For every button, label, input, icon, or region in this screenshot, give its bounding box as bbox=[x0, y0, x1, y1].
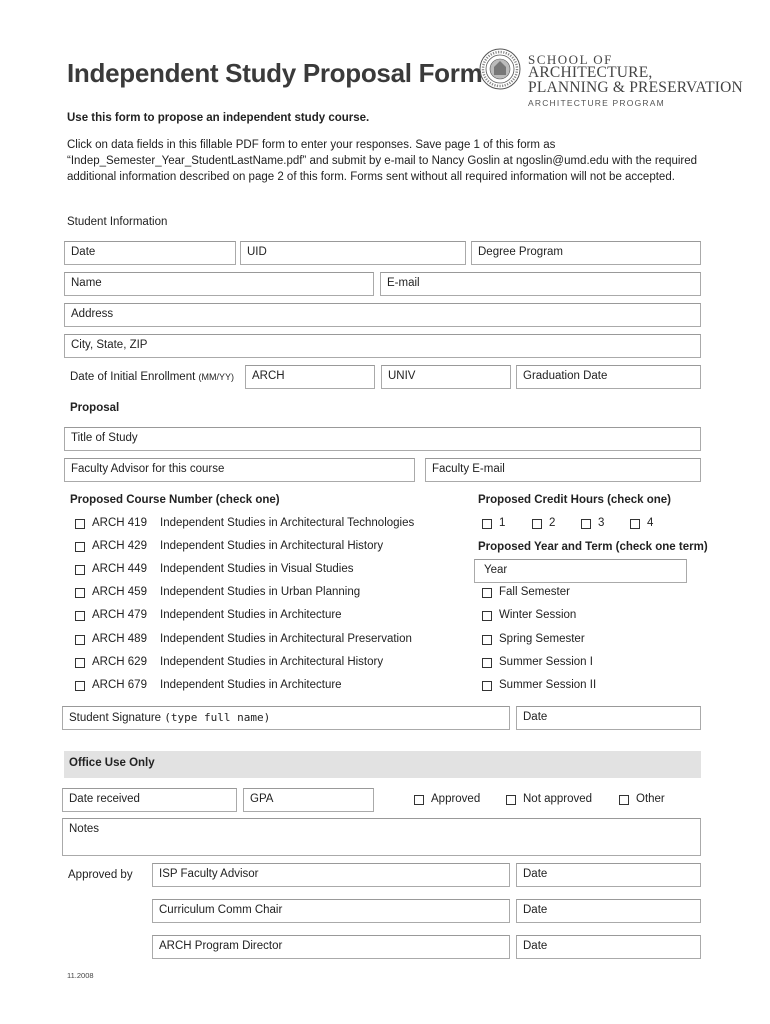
curriculum-comm-chair-field[interactable] bbox=[152, 899, 510, 923]
office-use-heading: Office Use Only bbox=[69, 757, 155, 769]
univ-enrollment-field[interactable] bbox=[381, 365, 511, 389]
approved-label: Approved bbox=[431, 793, 481, 805]
university-seal-logo bbox=[478, 47, 522, 91]
gpa-label: GPA bbox=[250, 793, 274, 805]
course-checkbox[interactable] bbox=[75, 681, 85, 691]
email-label: E-mail bbox=[387, 277, 420, 289]
address-label: Address bbox=[71, 308, 114, 320]
title-of-study-label: Title of Study bbox=[71, 432, 138, 444]
enrollment-label bbox=[70, 371, 234, 383]
term-option: Winter Session bbox=[499, 609, 577, 621]
credit-checkbox[interactable] bbox=[581, 519, 591, 529]
course-code: ARCH 429 bbox=[92, 540, 147, 552]
approved-by-label: Approved by bbox=[68, 869, 133, 881]
approver-date-field[interactable] bbox=[516, 863, 701, 887]
course-name: Independent Studies in Architecture bbox=[160, 609, 342, 621]
course-checkbox[interactable] bbox=[75, 658, 85, 668]
course-checkbox[interactable] bbox=[75, 542, 85, 552]
term-checkbox[interactable] bbox=[482, 611, 492, 621]
credit-checkbox[interactable] bbox=[630, 519, 640, 529]
student-signature-label bbox=[69, 711, 270, 724]
enrollment-label-text: Date of Initial Enrollment bbox=[70, 371, 196, 383]
office-use-heading-bar bbox=[64, 751, 701, 778]
term-option: Fall Semester bbox=[499, 586, 570, 598]
city-state-zip-field[interactable] bbox=[64, 334, 701, 358]
course-name: Independent Studies in Architectural History bbox=[160, 656, 384, 668]
student-signature-field[interactable] bbox=[62, 706, 510, 730]
approver-date-label: Date bbox=[523, 868, 548, 880]
name-label: Name bbox=[71, 277, 102, 289]
credit-hours-heading: Proposed Credit Hours (check one) bbox=[478, 494, 671, 506]
gpa-field[interactable] bbox=[243, 788, 374, 812]
signature-note: (type full name) bbox=[164, 711, 271, 724]
course-name: Independent Studies in Architectural History bbox=[160, 540, 384, 552]
signature-date-label: Date bbox=[523, 711, 548, 723]
course-name: Independent Studies in Architectural Preservation bbox=[160, 633, 412, 645]
approver-date-label: Date bbox=[523, 904, 548, 916]
student-info-heading: Student Information bbox=[67, 216, 168, 228]
address-field[interactable] bbox=[64, 303, 701, 327]
term-checkbox[interactable] bbox=[482, 635, 492, 645]
course-code: ARCH 489 bbox=[92, 633, 147, 645]
course-name: Independent Studies in Architecture bbox=[160, 679, 342, 691]
degree-program-label: Degree Program bbox=[478, 246, 564, 258]
course-code: ARCH 459 bbox=[92, 586, 147, 598]
school-name-line2: ARCHITECTURE, bbox=[528, 64, 653, 81]
form-title: Independent Study Proposal Form bbox=[67, 58, 483, 88]
signature-date-field[interactable] bbox=[516, 706, 701, 730]
school-name-line3: PLANNING & PRESERVATION bbox=[528, 79, 743, 96]
credit-option: 3 bbox=[598, 517, 605, 529]
course-checkbox[interactable] bbox=[75, 635, 85, 645]
approver-label: ISP Faculty Advisor bbox=[159, 868, 259, 880]
isp-faculty-advisor-field[interactable] bbox=[152, 863, 510, 887]
signature-label-text: Student Signature bbox=[69, 712, 162, 724]
arch-label: ARCH bbox=[252, 370, 285, 382]
intro-lead: Use this form to propose an independent study course. bbox=[67, 112, 370, 124]
date-field[interactable] bbox=[64, 241, 236, 265]
program-name: ARCHITECTURE PROGRAM bbox=[528, 98, 665, 108]
proposal-heading: Proposal bbox=[70, 402, 120, 414]
approved-checkbox[interactable] bbox=[414, 795, 424, 805]
course-code: ARCH 629 bbox=[92, 656, 147, 668]
school-name-line1: SCHOOL OF bbox=[528, 52, 613, 67]
faculty-email-label: Faculty E-mail bbox=[432, 463, 505, 475]
term-option: Summer Session II bbox=[499, 679, 597, 691]
not-approved-label: Not approved bbox=[523, 793, 593, 805]
degree-program-field[interactable] bbox=[471, 241, 701, 265]
course-name: Independent Studies in Visual Studies bbox=[160, 563, 354, 575]
credit-option: 1 bbox=[499, 517, 506, 529]
uid-label: UID bbox=[247, 246, 267, 258]
course-checkbox[interactable] bbox=[75, 565, 85, 575]
course-checkbox[interactable] bbox=[75, 519, 85, 529]
instructions-line2: “Indep_Semester_Year_StudentLastName.pdf” and submit by e-mail to Nancy Goslin at ngoslin@umd.edu with the required bbox=[67, 155, 698, 167]
approver-label: Curriculum Comm Chair bbox=[159, 904, 283, 916]
credit-option: 2 bbox=[549, 517, 556, 529]
course-number-heading: Proposed Course Number (check one) bbox=[70, 494, 280, 506]
course-name: Independent Studies in Urban Planning bbox=[160, 586, 361, 598]
faculty-advisor-label: Faculty Advisor for this course bbox=[71, 463, 225, 475]
course-name: Independent Studies in Architectural Technologies bbox=[160, 517, 415, 529]
title-of-study-field[interactable] bbox=[64, 427, 701, 451]
name-field[interactable] bbox=[64, 272, 374, 296]
faculty-email-field[interactable] bbox=[425, 458, 701, 482]
other-checkbox[interactable] bbox=[619, 795, 629, 805]
instructions bbox=[67, 137, 717, 185]
course-checkbox[interactable] bbox=[75, 611, 85, 621]
enrollment-format: (MM/YY) bbox=[198, 372, 234, 382]
approver-date-label: Date bbox=[523, 940, 548, 952]
arch-program-director-field[interactable] bbox=[152, 935, 510, 959]
instructions-line3: additional information described on page 2 of this form. Forms sent without all required information will not be accepted. bbox=[67, 171, 675, 183]
approver-label: ARCH Program Director bbox=[159, 940, 283, 952]
year-label: Year bbox=[484, 564, 508, 576]
approver-date-field[interactable] bbox=[516, 899, 701, 923]
date-received-label: Date received bbox=[69, 793, 140, 805]
course-code: ARCH 479 bbox=[92, 609, 147, 621]
year-field[interactable] bbox=[474, 559, 687, 583]
credit-checkbox[interactable] bbox=[532, 519, 542, 529]
notes-label: Notes bbox=[69, 823, 100, 835]
instructions-line1: Click on data fields in this fillable PDF form to enter your responses. Save page 1 of this form as bbox=[67, 139, 556, 151]
term-heading: Proposed Year and Term (check one term) bbox=[478, 541, 708, 553]
email-field[interactable] bbox=[380, 272, 701, 296]
graduation-date-label: Graduation Date bbox=[523, 370, 608, 382]
term-checkbox[interactable] bbox=[482, 681, 492, 691]
date-label: Date bbox=[71, 246, 96, 258]
form-version: 11.2008 bbox=[67, 971, 94, 980]
notes-field[interactable] bbox=[62, 818, 701, 856]
approver-date-field[interactable] bbox=[516, 935, 701, 959]
arch-enrollment-field[interactable] bbox=[245, 365, 375, 389]
term-checkbox[interactable] bbox=[482, 588, 492, 598]
not-approved-checkbox[interactable] bbox=[506, 795, 516, 805]
credit-option: 4 bbox=[647, 517, 654, 529]
graduation-date-field[interactable] bbox=[516, 365, 701, 389]
course-code: ARCH 419 bbox=[92, 517, 147, 529]
univ-label: UNIV bbox=[388, 370, 416, 382]
other-label: Other bbox=[636, 793, 665, 805]
course-code: ARCH 449 bbox=[92, 563, 147, 575]
city-state-zip-label: City, State, ZIP bbox=[71, 339, 148, 351]
term-option: Spring Semester bbox=[499, 633, 585, 645]
uid-field[interactable] bbox=[240, 241, 466, 265]
course-checkbox[interactable] bbox=[75, 588, 85, 598]
term-option: Summer Session I bbox=[499, 656, 593, 668]
course-code: ARCH 679 bbox=[92, 679, 147, 691]
faculty-advisor-field[interactable] bbox=[64, 458, 415, 482]
date-received-field[interactable] bbox=[62, 788, 237, 812]
credit-checkbox[interactable] bbox=[482, 519, 492, 529]
term-checkbox[interactable] bbox=[482, 658, 492, 668]
